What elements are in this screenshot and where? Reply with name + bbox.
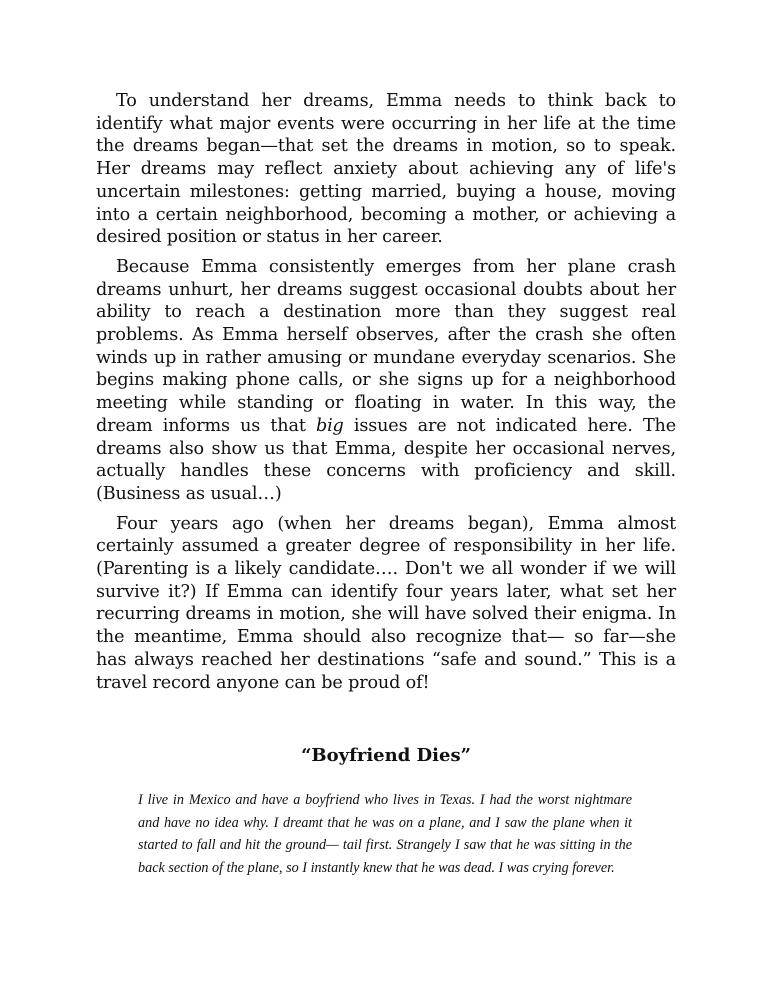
- emphasis-big: big: [315, 415, 344, 436]
- paragraph-dream-origins: To understand her dreams, Emma needs to think back to identify what major events were occurring in her life at the time the dreams began—that set the dreams in motion, so to speak. Her dreams may reflect anxiety about achieving any of life's uncertain milestones: getting married, buying a house, moving into a certain neighborhood, becoming a mother, or achieving a desired position or status in her career.: [96, 91, 676, 248]
- paragraph-unhurt: [96, 256, 676, 506]
- paragraph-four-years: Four years ago (when her dreams began), Emma almost certainly assumed a greater degree of responsibility in her life. (Parenting is a likely candidate…. Don't we all wonder if we will survive it?) If Emma can identify four years later, what set her recurring dreams in motion, she will have solved their enigma. In the meantime, Emma should also recognize that— so far—she has always reached her destinations “safe and sound.” This is a travel record anyone can be proud of!: [96, 513, 676, 693]
- paragraph-unhurt-start: Because Emma consistently emerges from her plane crash dreams unhurt, her dreams suggest occasional doubts about her ability to reach a destination more than they suggest real problems. As Emma herself observes, after the crash she often winds up in rather amusing or mundane everyday scenarios. She begins making phone calls, or she signs up for a neighborhood meeting while standing or floating in water. In this way, the dream informs us that: [96, 256, 676, 436]
- paragraph-unhurt-end: issues are not indicated here. The dreams also show us that Emma, despite her occasional nerves, actually handles these concerns with proficiency and skill. (Business as usual…): [96, 415, 676, 504]
- body-text: [96, 90, 676, 701]
- section-title: “Boyfriend Dies”: [301, 745, 471, 766]
- reader-letter: I live in Mexico and have a boyfriend who lives in Texas. I had the worst nightmare and have no idea why. I dreamt that he was on a plane, and I saw the plane when it started to fall and hit the ground— tail first. Strangely I saw that he was sitting in the back section of the plane, so I instantly knew that he was dead. I was crying forever.: [138, 792, 632, 876]
